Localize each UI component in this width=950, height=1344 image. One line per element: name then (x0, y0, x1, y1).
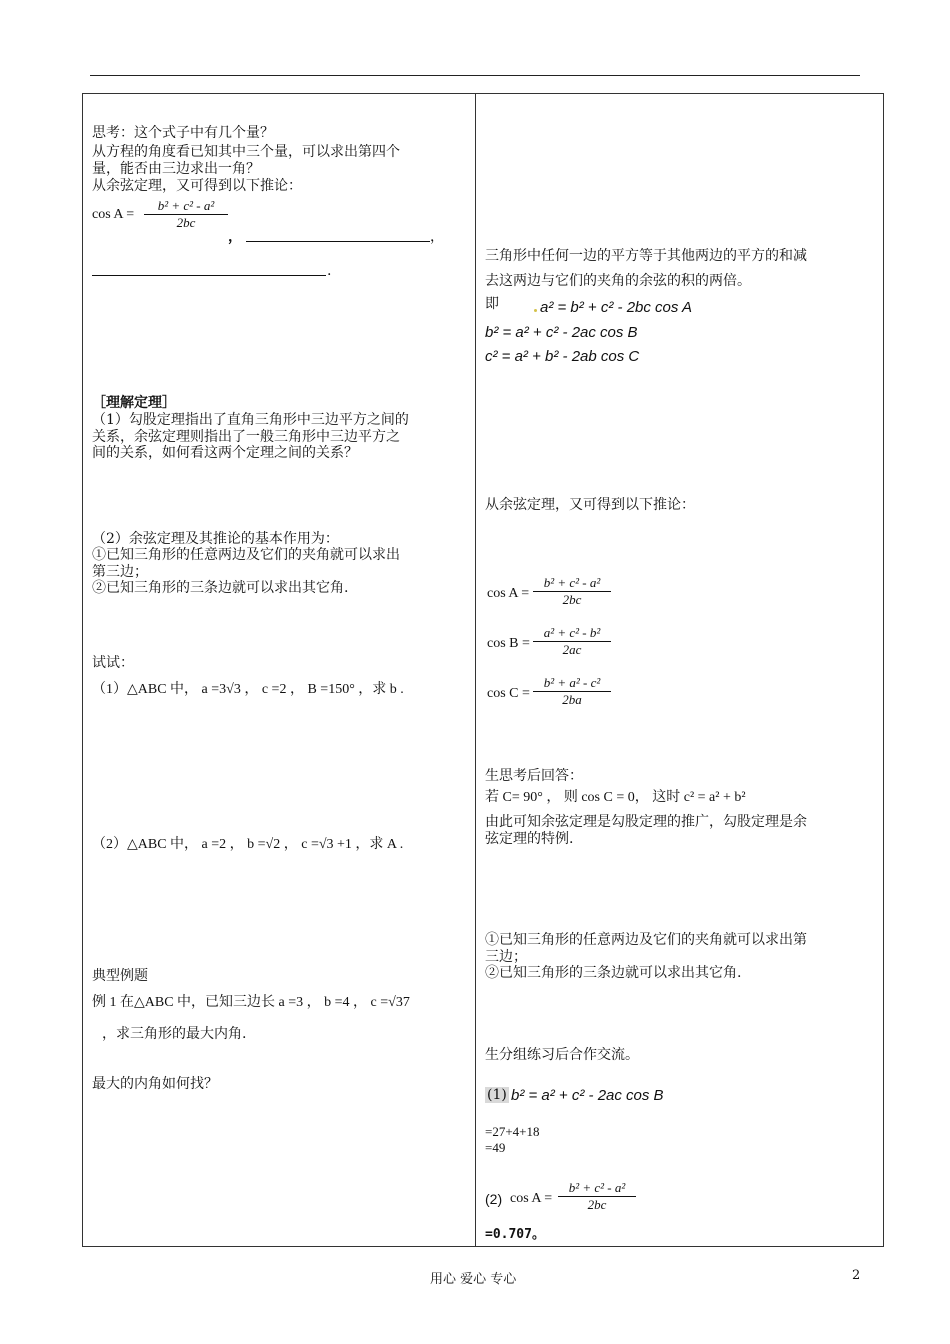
solution-2-denominator: 2bc (587, 1197, 607, 1212)
try-title: 试试： (92, 655, 134, 671)
think-question-3: 量，能否由三边求出一角？ (92, 161, 260, 177)
max-angle-question: 最大的内角如何找？ (92, 1076, 218, 1092)
use-1a: ①已知三角形的任意两边及它们的夹角就可以求出第 (485, 932, 807, 948)
ji-label: 即 (485, 296, 499, 312)
cosC-lhs: cos C = (487, 686, 530, 701)
page-number: 2 (852, 1268, 861, 1283)
think-question-4: 从余弦定理，又可得到以下推论： (92, 178, 302, 194)
blank-line-1 (246, 241, 430, 242)
think-question-2: 从方程的角度看已知其中三个量，可以求出第四个 (92, 144, 400, 160)
left-cosA-denominator: 2bc (176, 215, 196, 230)
understand-1a: （1）勾股定理指出了直角三角形中三边平方之间的 (92, 412, 409, 428)
answer-conclusion-b: 弦定理的特例. (485, 831, 574, 847)
solution-1-step-2: =49 (485, 1140, 506, 1155)
theorem-statement-a: 三角形中任何一边的平方等于其他两边的平方的和减 (485, 248, 807, 264)
understand-2a: （2）余弦定理及其推论的基本作用为： (92, 531, 339, 547)
try-problem-1: （1）△ABC 中， a =3√3 ， c =2 ， B =150° ，求 b . (92, 682, 404, 697)
law-of-cosines-b: b² = a² + c² - 2ac cos B (485, 324, 638, 341)
use-1b: 三边； (485, 949, 527, 965)
solution-2-numerator: b² + c² - a² (568, 1180, 626, 1195)
solution-1-equation: b² = a² + c² - 2ac cos B (511, 1087, 664, 1104)
cosC-fraction (533, 675, 611, 708)
comma-2: ， (430, 229, 444, 245)
answer-title: 生思考后回答： (485, 768, 583, 784)
theorem-statement-b: 去这两边与它们的夹角的余弦的积的两倍。 (485, 273, 751, 289)
corollary-intro: 从余弦定理，又可得到以下推论： (485, 497, 695, 513)
think-question-1: 思考：这个式子中有几个量？ (92, 125, 274, 141)
period: . (327, 263, 332, 279)
understand-2b: ①已知三角形的任意两边及它们的夹角就可以求出 (92, 547, 400, 563)
law-of-cosines-a: a² = b² + c² - 2bc cos A (540, 299, 692, 316)
understand-1b: 关系，余弦定理则指出了一般三角形中三边平方之 (92, 429, 400, 445)
try-problem-2: （2）△ABC 中， a =2 ， b =√2 ， c =√3 +1 ，求 A . (92, 837, 404, 852)
section-understand: ［理解定理］ (92, 395, 176, 411)
solution-2-fraction (558, 1180, 636, 1213)
cosB-fraction (533, 625, 611, 658)
use-2: ②已知三角形的三条边就可以求出其它角. (485, 965, 742, 981)
answer-right-angle: 若 C= 90° ， 则 cos C = 0， 这时 c² = a² + b² (485, 790, 746, 805)
cosA-lhs: cos A = (487, 586, 530, 601)
header-rule (90, 75, 860, 76)
marker-dot (534, 309, 537, 312)
examples-title: 典型例题 (92, 968, 148, 984)
solution-2-result: =0.707。 (485, 1227, 545, 1242)
example-1-line-2: ，求三角形的最大内角. (102, 1026, 247, 1042)
cosC-numerator: b² + a² - c² (543, 675, 601, 690)
left-cosA-numerator: b² + c² - a² (157, 198, 215, 213)
left-cosA-fraction (144, 198, 228, 231)
comma: ， (228, 229, 242, 245)
blank-line-2 (92, 275, 326, 276)
understand-2c: 第三边； (92, 564, 148, 580)
left-cosA-lhs: cos A = (92, 207, 135, 222)
example-1-line-1: 例 1 在△ABC 中，已知三边长 a =3 ， b =4 ， c =√37 (92, 995, 410, 1010)
law-of-cosines-c: c² = a² + b² - 2ab cos C (485, 348, 640, 365)
cosB-numerator: a² + c² - b² (543, 625, 601, 640)
cosB-lhs: cos B = (487, 636, 530, 651)
lesson-table (82, 93, 884, 1247)
footer-slogan: 用心 爱心 专心 (430, 1272, 517, 1287)
solution-1-step-1: =27+4+18 (485, 1124, 540, 1139)
group-practice: 生分组练习后合作交流。 (485, 1047, 639, 1063)
solution-1-tag: (1) (487, 1087, 507, 1103)
cosA-denominator: 2bc (562, 592, 582, 607)
answer-conclusion-a: 由此可知余弦定理是勾股定理的推广，勾股定理是余 (485, 814, 807, 830)
cosB-denominator: 2ac (562, 642, 582, 657)
understand-2d: ②已知三角形的三条边就可以求出其它角. (92, 580, 349, 596)
cosC-denominator: 2ba (562, 692, 582, 707)
cosA-numerator: b² + c² - a² (543, 575, 601, 590)
cosA-fraction (533, 575, 611, 608)
solution-2-tag: (2) (485, 1191, 503, 1207)
solution-2-lhs: cos A = (510, 1191, 553, 1206)
understand-1c: 间的关系，如何看这两个定理之间的关系？ (92, 445, 358, 461)
column-divider (475, 93, 476, 1247)
